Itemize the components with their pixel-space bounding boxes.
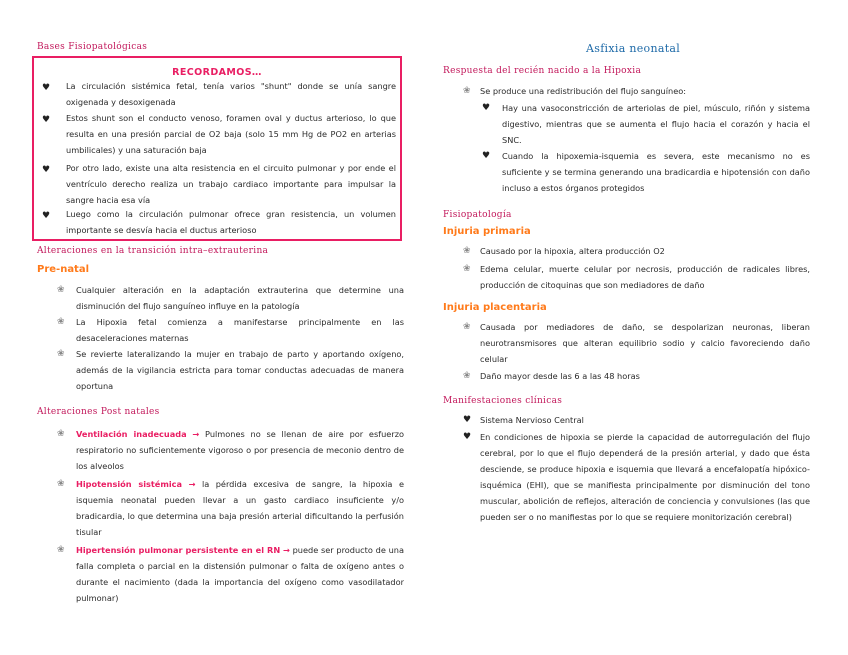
alteraciones-title: Alteraciones en la transición intra–extrauterina <box>37 246 269 256</box>
flower-icon: ❀ <box>57 349 65 359</box>
heart-icon: ♥ <box>463 432 472 442</box>
flower-icon: ❀ <box>57 317 65 327</box>
recordamos-item: Luego como la circulación pulmonar ofrece gran resistencia, un volumen importante se desvía hacia el ductus arterioso <box>66 209 396 235</box>
flower-icon: ❀ <box>57 479 65 489</box>
recordamos-item: Por otro lado, existe una alta resistencia en el circuito pulmonar y por ende el ventrículo derecho realiza un trabajo cardiaco importante para impulsar la sangre hacia esa vía <box>66 163 396 205</box>
postnatal-term: Hipertensión pulmonar persistente en el RN <box>76 545 281 555</box>
prenatal-title: Pre-natal <box>37 264 90 275</box>
fisio-title: Fisiopatología <box>443 210 512 220</box>
prenatal-item: Se revierte lateralizando la mujer en trabajo de parto y aportando oxígeno, además de la vigilancia estricta para tomar conductas adecuadas de manera oportuna <box>76 349 404 391</box>
heart-icon: ♥ <box>482 103 491 113</box>
placentaria-title: Injuria placentaria <box>443 302 547 313</box>
postnatal-item <box>76 542 404 606</box>
heart-icon: ♥ <box>42 83 51 93</box>
placentaria-item: Daño mayor desde las 6 a las 48 horas <box>480 371 640 381</box>
postnatal-text: Pulmones no se llenan de aire por esfuerzo respiratorio no suficientemente vigoroso o por presencia de meconio dentro de los alveolos <box>76 429 405 471</box>
recordamos-item: Estos shunt son el conducto venoso, foramen oval y ductus arterioso, lo que resulta en una presión parcial de O2 baja (solo 15 mm Hg de PO2 en arterias umbilicales) y una saturación baja <box>66 113 396 155</box>
respuesta-title: Respuesta del recién nacido a la Hipoxia <box>443 66 642 76</box>
postnatal-text: la pérdida excesiva de sangre, la hipoxia e isquemia neonatal pueden llevar a un gasto cardiaco insuficiente y/o bradicardia, lo que determina una baja presión arterial dificultando la perfusión tisular <box>76 479 404 537</box>
heart-icon: ♥ <box>42 211 51 221</box>
page-title: Asfixia neonatal <box>586 42 681 55</box>
placentaria-item: Causada por mediadores de daño, se despolarizan neuronas, liberan neurotransmisores que alteran equilibrio sodio y calcio favoreciendo daño celular <box>480 322 810 364</box>
flower-icon: ❀ <box>57 545 65 555</box>
heart-icon: ♥ <box>42 165 51 175</box>
flower-icon: ❀ <box>463 86 471 96</box>
postnatal-item <box>76 476 404 540</box>
respuesta-item: Se produce una redistribución del flujo sanguíneo: <box>480 86 687 96</box>
flower-icon: ❀ <box>463 371 471 381</box>
flower-icon: ❀ <box>463 264 471 274</box>
manif-title: Manifestaciones clínicas <box>443 396 563 406</box>
heart-icon: ♥ <box>42 115 51 125</box>
primaria-item: Causado por la hipoxia, altera producción O2 <box>480 246 665 256</box>
manif-item: En condiciones de hipoxia se pierde la capacidad de autorregulación del flujo cerebral, por lo que el flujo dependerá de la presión arterial, y dado que ésta desciende, se produce hipoxia e isquemia que llevará a encefalopatía hipóxico-isquémica (EHI), que se manifiesta principalmente por disminución del tono muscular, abolición de reflejos, alteración de conciencia y convulsiones (las que pueden ser o no manifiestas por lo que se requiere monitorización cerebral) <box>480 432 810 522</box>
recordamos-title: RECORDAMOS… <box>172 67 262 78</box>
prenatal-item: La Hipoxia fetal comienza a manifestarse principalmente en las desaceleraciones maternas <box>76 317 404 343</box>
flower-icon: ❀ <box>463 322 471 332</box>
postnatal-text: puede ser producto de una falla completa o parcial en la distensión pulmonar o falta de oxígeno antes o durante el nacimiento (dada la importancia del oxígeno como vasodilatador pulmonar) <box>76 545 404 603</box>
bases-title: Bases Fisiopatológicas <box>37 42 148 52</box>
postnatal-item <box>76 426 404 474</box>
respuesta-sub-item: Hay una vasoconstricción de arteriolas de piel, músculo, riñón y sistema digestivo, mientras que se aumenta el flujo hacia el corazón y hacia el SNC. <box>502 103 810 145</box>
manif-item: Sistema Nervioso Central <box>480 415 584 425</box>
arrow-icon: → <box>188 479 196 489</box>
arrow-icon: → <box>192 429 200 439</box>
postnatal-term: Ventilación inadecuada <box>76 429 187 439</box>
primaria-item: Edema celular, muerte celular por necrosis, producción de radicales libres, producción de citoquinas que son mediadores de daño <box>480 264 810 290</box>
flower-icon: ❀ <box>57 429 65 439</box>
heart-icon: ♥ <box>463 415 472 425</box>
respuesta-sub-item: Cuando la hipoxemia-isquemia es severa, este mecanismo no es suficiente y se termina generando una bradicardia e hipotensión con daño incluso a estos órganos protegidos <box>502 151 810 193</box>
recordamos-item: La circulación sistémica fetal, tenía varios "shunt" donde se unía sangre oxigenada y desoxigenada <box>66 81 396 107</box>
postnatal-title: Alteraciones Post natales <box>37 407 160 417</box>
primaria-title: Injuria primaria <box>443 226 531 237</box>
prenatal-item: Cualquier alteración en la adaptación extrauterina que determine una disminución del flujo sanguíneo influye en la patología <box>76 285 404 311</box>
heart-icon: ♥ <box>482 151 491 161</box>
flower-icon: ❀ <box>57 285 65 295</box>
arrow-icon: → <box>282 545 290 555</box>
postnatal-term: Hipotensión sistémica <box>76 479 183 489</box>
flower-icon: ❀ <box>463 246 471 256</box>
